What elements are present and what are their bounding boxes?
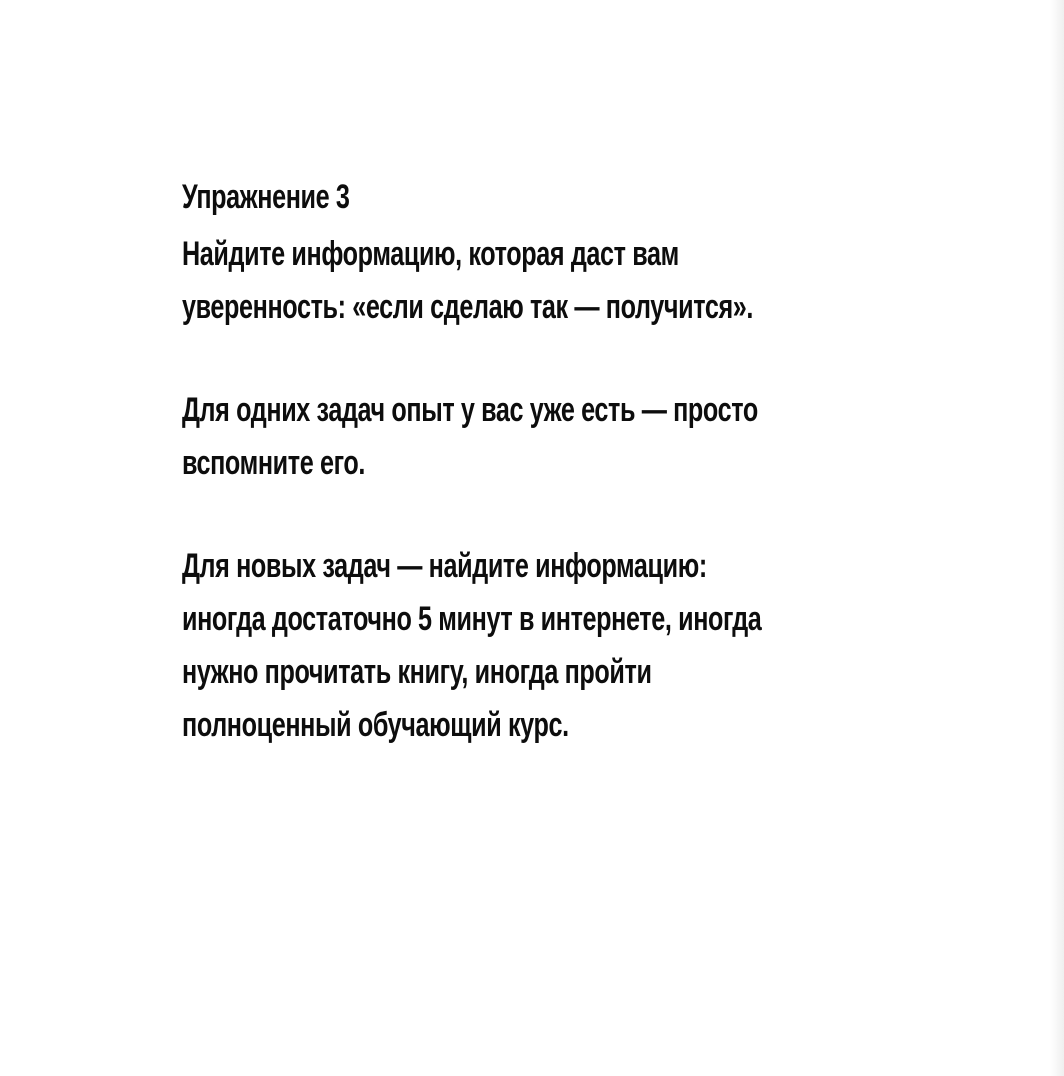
page-edge-shadow <box>1050 0 1064 1076</box>
paragraph-3-line-4: полноценный обучающий курс. <box>182 706 569 744</box>
paragraph-3-line-3: нужно прочитать книгу, иногда пройти <box>182 653 652 691</box>
paragraph-3-line-2: иногда достаточно 5 минут в интернете, иногда <box>182 600 762 638</box>
exercise-text-block <box>182 171 902 752</box>
paragraph-1 <box>182 228 902 334</box>
paragraph-1-line-2: уверенность: «если сделаю так — получится». <box>182 288 754 326</box>
paragraph-3-line-1: Для новых задач — найдите информацию: <box>182 547 707 585</box>
paragraph-2-line-1: Для одних задач опыт у вас уже есть — просто <box>182 391 758 429</box>
paragraph-2-line-2: вспомните его. <box>182 444 365 482</box>
exercise-title: Упражнение 3 <box>182 178 350 216</box>
paragraph-2 <box>182 384 902 490</box>
paragraph-3 <box>182 540 902 752</box>
paragraph-1-line-1: Найдите информацию, которая даст вам <box>182 235 679 273</box>
